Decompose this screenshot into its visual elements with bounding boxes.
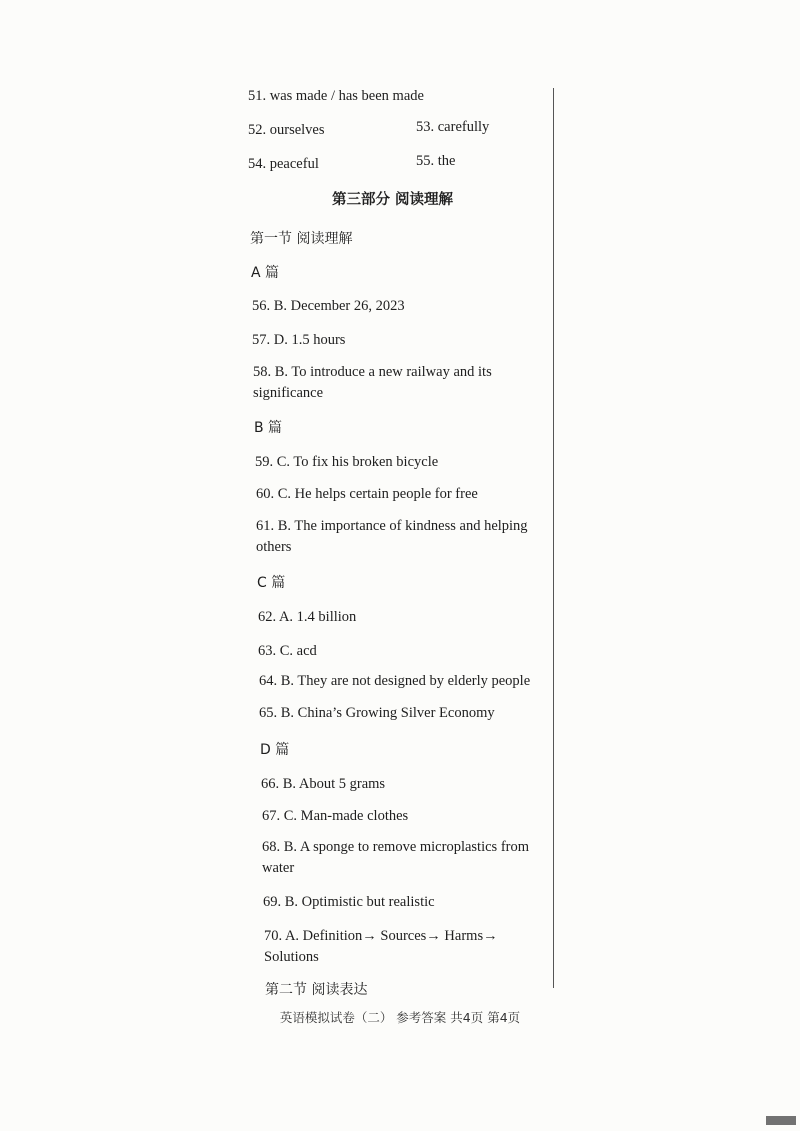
answer-59: 59. C. To fix his broken bicycle (255, 454, 439, 470)
answer-52: 52. ourselves (248, 122, 325, 138)
answer-69: 69. B. Optimistic but realistic (263, 894, 435, 910)
answer-55: 55. the (416, 153, 456, 169)
answer-70: 70. A. Definition→ Sources→ Harms→ Solutions (264, 928, 498, 965)
answer-53: 53. carefully (416, 119, 490, 135)
passage-b-label: B 篇 (254, 420, 283, 436)
page-footer: 英语模拟试卷（二） 参考答案 共4页 第4页 (279, 1010, 521, 1025)
section1-heading: 第一节 阅读理解 (250, 231, 353, 247)
answer-66: 66. B. About 5 grams (261, 776, 386, 792)
answer-67: 67. C. Man-made clothes (262, 808, 409, 824)
passage-d-label: D 篇 (260, 742, 290, 758)
answer-60: 60. C. He helps certain people for free (256, 486, 478, 502)
answer-61: 61. B. The importance of kindness and helping others (256, 518, 528, 555)
passage-c-label: C 篇 (257, 575, 286, 591)
scanner-watermark-icon (766, 1116, 796, 1125)
section2-heading: 第二节 阅读表达 (265, 982, 368, 998)
answer-64: 64. B. They are not designed by elderly people (259, 673, 531, 689)
answer-54: 54. peaceful (248, 156, 319, 172)
column-divider (553, 88, 554, 988)
passage-a-label: A 篇 (251, 265, 280, 281)
answer-57: 57. D. 1.5 hours (252, 332, 346, 348)
answer-68: 68. B. A sponge to remove microplastics from water (262, 839, 530, 876)
answer-63: 63. C. acd (258, 643, 317, 659)
answer-51: 51. was made / has been made (248, 88, 424, 104)
part3-heading: 第三部分 阅读理解 (332, 192, 454, 208)
answer-62: 62. A. 1.4 billion (258, 609, 357, 625)
answer-65: 65. B. China’s Growing Silver Economy (259, 705, 495, 721)
answer-56: 56. B. December 26, 2023 (252, 298, 405, 314)
answer-58: 58. B. To introduce a new railway and its significance (253, 364, 492, 401)
